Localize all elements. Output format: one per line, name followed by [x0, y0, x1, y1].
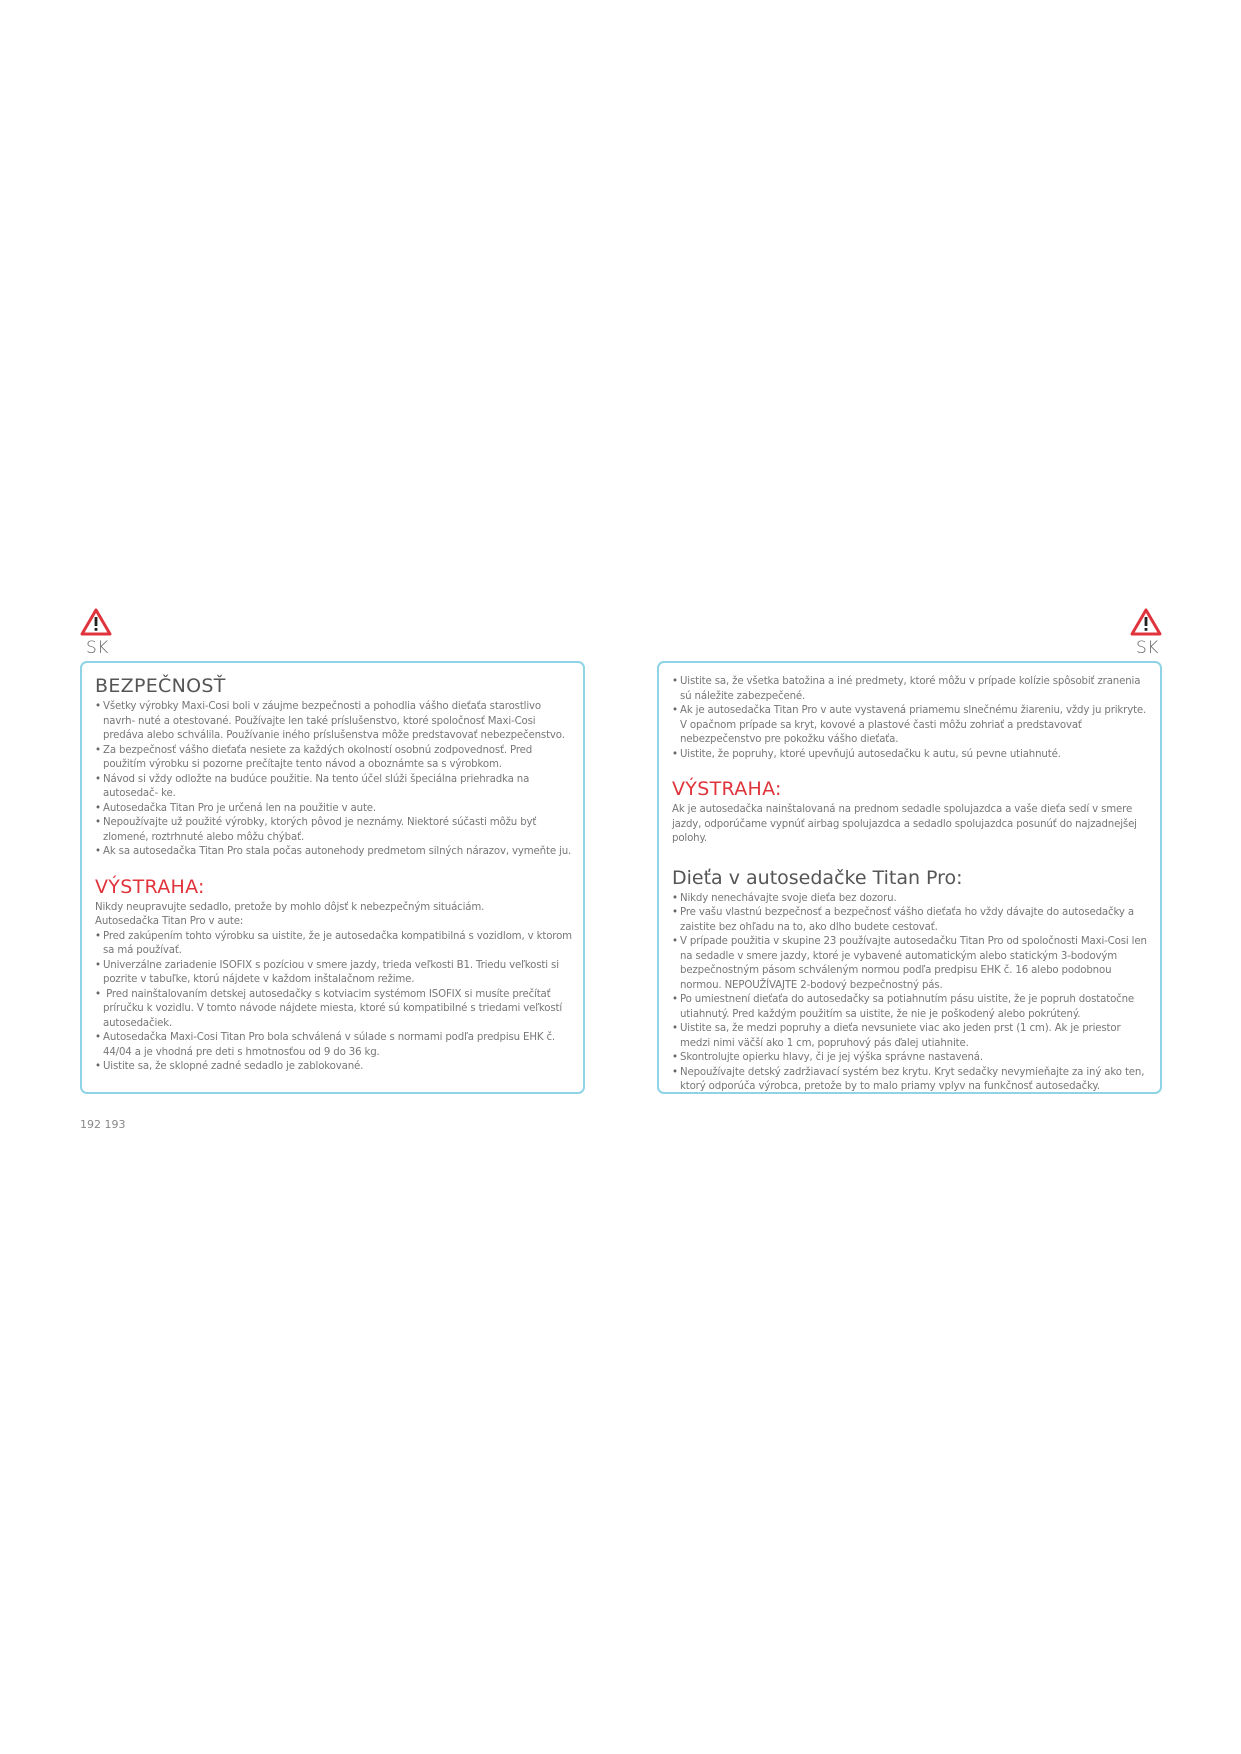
list-item: • Nikdy nenechávajte svoje dieťa bez dozoru. [672, 892, 1150, 907]
list-item: • Po umiestnení dieťaťa do autosedačky sa potiahnutím pásu uistite, že je popruh dostatočne utiahnutý. Pred každým použitím sa uistite, že nie je poškodený alebo pokrútený. [672, 993, 1150, 1022]
list-item: • Uistite, že popruhy, ktoré upevňujú autosedačku k autu, sú pevne utiahnuté. [672, 748, 1150, 763]
list-item: • Autosedačka Titan Pro je určená len na použitie v aute. [95, 802, 573, 817]
safety-panel-right [657, 661, 1162, 1094]
list-item: • Uistite sa, že sklopné zadné sedadlo je zablokované. [95, 1060, 573, 1075]
list-item: • Autosedačka Maxi-Cosi Titan Pro bola schválená v súlade s normami podľa predpisu EHK č. 44/04 a je vhodná pre deti s hmotnosťou od 9 do 36 kg. [95, 1031, 573, 1060]
warning-text: Nikdy neupravujte sedadlo, pretože by mohlo dôjsť k nebezpečným situáciám. [95, 901, 485, 913]
list-item: • Za bezpečnosť vášho dieťaťa nesiete za každých okolností osobnú zodpovednosť. Pred použitím výrobku si pozorne prečítajte tento návod a oboznámte sa s výrobkom. [95, 744, 573, 773]
safety-list [672, 675, 1150, 762]
list-item: • Pre vašu vlastnú bezpečnosť a bezpečnosť vášho dieťaťa ho vždy dávajte do autosedačky a zaistite bez ohľadu na to, ako dlho budete cestovať. [672, 906, 1150, 935]
list-item: • Všetky výrobky Maxi-Cosi boli v záujme bezpečnosti a pohodlia vášho dieťaťa starostlivo navrh- nuté a otestované. Používajte len také príslušenstvo, ktoré spoločnosť Maxi-Cosi predáva alebo schválila. Používanie iného príslušenstva môže predstavovať nebezpečenstvo. [95, 700, 573, 744]
list-item: • Univerzálne zariadenie ISOFIX s pozíciou v smere jazdy, trieda veľkosti B1. Triedu veľkosti si pozrite v tabuľke, ktorú nájdete v každom inštalačnom režime. [95, 959, 573, 988]
list-item: • Ak je autosedačka Titan Pro v aute vystavená priamemu slnečnému žiareniu, vždy ju prikryte. V opačnom prípade sa kryt, kovové a plastové časti môžu zohriať a predstavovať nebezpečenstvo pre pokožku vášho dieťaťa. [672, 704, 1150, 748]
list-item: • Ak sa autosedačka Titan Pro stala počas autonehody predmetom silných nárazov, vymeňte ju. [95, 845, 573, 860]
warning-list [95, 930, 573, 1075]
list-item: • Pred zakúpením tohto výrobku sa uistite, že je autosedačka kompatibilná s vozidlom, v ktorom sa má používať. [95, 930, 573, 959]
page-numbers: 192 193 [80, 1118, 126, 1131]
section-subtitle: Dieťa v autosedačke Titan Pro: [672, 866, 963, 889]
warning-title: VÝSTRAHA: [95, 875, 205, 898]
list-item: • Nepoužívajte detský zadržiavací systém bez krytu. Kryt sedačky nevymieňajte za iný ako ten, ktorý odporúča výrobca, pretože by to malo priamy vplyv na funkčnosť autosedačky. [672, 1066, 1150, 1095]
list-item: • Skontrolujte opierku hlavy, či je jej výška správne nastavená. [672, 1051, 1150, 1066]
warning-text: Ak je autosedačka nainštalovaná na prednom sedadle spolujazdca a vaše dieťa sedí v smere jazdy, odporúčame vypnúť airbag spolujazdca a sedadlo spolujazdca posunúť do najzadnejšej polohy. [672, 804, 1137, 844]
warning-triangle-icon [80, 608, 112, 636]
child-list [672, 892, 1150, 1095]
language-label: SK [86, 638, 109, 658]
warning-subtitle: Autosedačka Titan Pro v aute: [95, 916, 244, 927]
safety-panel-left [80, 661, 585, 1094]
list-item: • Nepoužívajte už použité výrobky, ktorých pôvod je neznámy. Niektoré súčasti môžu byť zlomené, roztrhnuté alebo môžu chýbať. [95, 816, 573, 845]
warning-title: VÝSTRAHA: [672, 778, 782, 800]
list-item: • V prípade použitia v skupine 23 používajte autosedačku Titan Pro od spoločnosti Maxi-Cosi len na sedadle v smere jazdy, ktoré je vybavené automatickým alebo statickým 3-bodovým bezpečnostným pásom schváleným normou podľa predpisu EHK č. 16 alebo podobnou normou. NEPOUŽÍVAJTE 2-bodový bezpečnostný pás. [672, 935, 1150, 993]
list-item: • Návod si vždy odložte na budúce použitie. Na tento účel slúži špeciálna priehradka na autosedač- ke. [95, 773, 573, 802]
safety-list [95, 700, 573, 860]
list-item: • Uistite sa, že medzi popruhy a dieťa nevsuniete viac ako jeden prst (1 cm). Ak je priestor medzi nimi väčší ako 1 cm, popruhový pás ďalej utiahnite. [672, 1022, 1150, 1051]
list-item: • Pred nainštalovaním detskej autosedačky s kotviacim systémom ISOFIX si musíte prečítať príručku k vozidlu. V tomto návode nájdete miesta, ktoré sú kompatibilné s triedami veľkostí autosedačiek. [95, 988, 573, 1032]
list-item: • Uistite sa, že všetka batožina a iné predmety, ktoré môžu v prípade kolízie spôsobiť zranenia sú náležite zabezpečené. [672, 675, 1150, 704]
warning-triangle-icon [1130, 608, 1162, 636]
language-label: SK [1136, 638, 1159, 658]
section-title: BEZPEČNOSŤ [95, 675, 226, 697]
